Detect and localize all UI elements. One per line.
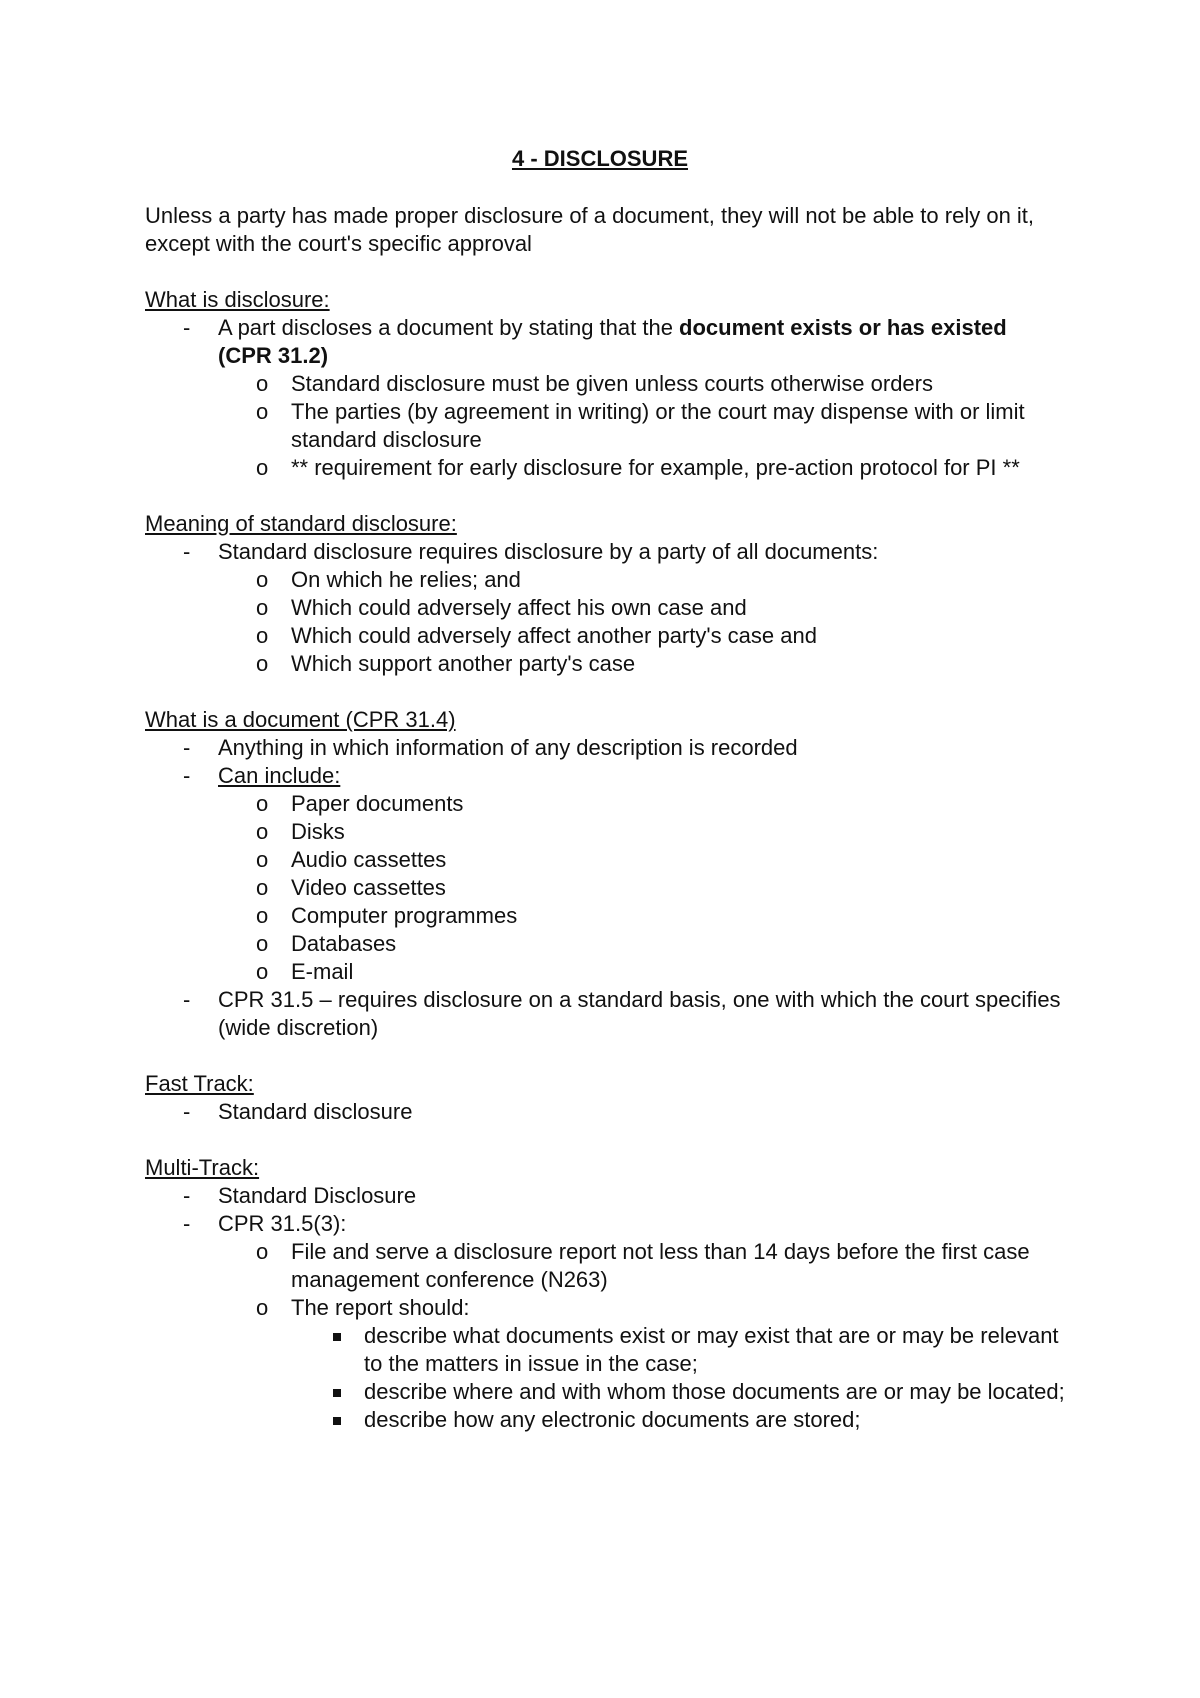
sub-list-item <box>218 790 1065 818</box>
sub-list-item <box>218 650 1065 678</box>
sub-sub-list-item-text: describe where and with whom those documents are or may be located; <box>364 1379 1065 1404</box>
sub-list-item-text: Computer programmes <box>291 903 518 928</box>
dash-marker: - <box>183 315 191 340</box>
what-is-disclosure-list <box>145 314 1065 482</box>
sub-list-item <box>218 930 1065 958</box>
section-heading-fast-track: Fast Track: <box>145 1071 254 1096</box>
dash-marker: - <box>183 763 191 788</box>
circle-marker: o <box>256 1239 269 1264</box>
circle-marker: o <box>256 1295 269 1320</box>
dash-marker: - <box>183 1183 191 1208</box>
list-item-text: Standard disclosure requires disclosure by a party of all documents: <box>218 539 879 564</box>
sub-list <box>218 1238 1065 1434</box>
sub-sub-list-item <box>291 1406 1065 1434</box>
list-item <box>145 1210 1065 1434</box>
list-item <box>145 1182 1065 1210</box>
square-bullet-icon <box>333 1417 341 1425</box>
sub-list-item-text: E-mail <box>291 959 354 984</box>
circle-marker: o <box>256 595 269 620</box>
meaning-list <box>145 538 1065 678</box>
sub-list-item-text: The parties (by agreement in writing) or the court may dispense with or limit standard disclosure <box>291 399 1025 452</box>
list-item <box>145 986 1065 1042</box>
sub-list-item <box>218 622 1065 650</box>
list-item <box>145 538 1065 678</box>
sub-list-item-text: Which could adversely affect his own case and <box>291 595 747 620</box>
sub-list-item <box>218 370 1065 398</box>
intro-paragraph: Unless a party has made proper disclosure of a document, they will not be able to rely on it, except with the court's specific approval <box>145 203 1035 256</box>
sub-list-item <box>218 398 1065 454</box>
sub-list-item <box>218 818 1065 846</box>
sub-list-item-text: Standard disclosure must be given unless courts otherwise orders <box>291 371 933 396</box>
list-item-text: Standard disclosure <box>218 1099 413 1124</box>
sub-sub-list <box>291 1322 1065 1434</box>
sub-list <box>218 370 1065 482</box>
circle-marker: o <box>256 455 269 480</box>
sub-list-item-text: Audio cassettes <box>291 847 447 872</box>
list-item-text: CPR 31.5(3): <box>218 1211 347 1236</box>
circle-marker: o <box>256 651 269 676</box>
sub-list-item-text: Which could adversely affect another party's case and <box>291 623 817 648</box>
list-item <box>145 762 1065 986</box>
sub-list-item-text: Paper documents <box>291 791 464 816</box>
sub-list-item <box>218 1238 1065 1294</box>
sub-list-item <box>218 902 1065 930</box>
sub-list-item-text: ** requirement for early disclosure for example, pre-action protocol for PI ** <box>291 455 1020 480</box>
dash-marker: - <box>183 1211 191 1236</box>
list-item-bold-text: document exists or has existed (CPR 31.2) <box>218 315 1007 368</box>
sub-list <box>218 566 1065 678</box>
sub-list-item <box>218 958 1065 986</box>
section-heading-meaning-standard-disclosure: Meaning of standard disclosure: <box>145 511 457 536</box>
circle-marker: o <box>256 819 269 844</box>
sub-sub-list-item <box>291 1378 1065 1406</box>
square-bullet-icon <box>333 1333 341 1341</box>
circle-marker: o <box>256 931 269 956</box>
circle-marker: o <box>256 567 269 592</box>
document-body <box>145 202 1065 1434</box>
circle-marker: o <box>256 903 269 928</box>
circle-marker: o <box>256 623 269 648</box>
list-item-text: A part discloses a document by stating that the <box>218 315 680 340</box>
sub-list-item-text: Which support another party's case <box>291 651 636 676</box>
sub-list-item <box>218 846 1065 874</box>
circle-marker: o <box>256 399 269 424</box>
fast-track-list <box>145 1098 1065 1126</box>
sub-list-item <box>218 874 1065 902</box>
sub-list-item <box>218 1294 1065 1434</box>
list-item <box>145 314 1065 482</box>
sub-list <box>218 790 1065 986</box>
circle-marker: o <box>256 959 269 984</box>
sub-list-item-text: Video cassettes <box>291 875 446 900</box>
section-heading-what-is-disclosure: What is disclosure: <box>145 287 330 312</box>
sub-list-item <box>218 594 1065 622</box>
sub-list-item-text: On which he relies; and <box>291 567 521 592</box>
sub-list-item-text: The report should: <box>291 1295 470 1320</box>
sub-sub-list-item-text: describe how any electronic documents are stored; <box>364 1407 861 1432</box>
sub-sub-list-item-text: describe what documents exist or may exist that are or may be relevant to the matters in issue in the case; <box>364 1323 1059 1376</box>
sub-list-item-text: Disks <box>291 819 345 844</box>
sub-sub-list-item <box>291 1322 1065 1378</box>
list-item <box>145 734 1065 762</box>
circle-marker: o <box>256 847 269 872</box>
circle-marker: o <box>256 371 269 396</box>
dash-marker: - <box>183 987 191 1012</box>
section-heading-what-is-a-document: What is a document (CPR 31.4) <box>145 707 456 732</box>
sub-list-item-text: Databases <box>291 931 397 956</box>
dash-marker: - <box>183 735 191 760</box>
square-bullet-icon <box>333 1389 341 1397</box>
document-list <box>145 734 1065 1042</box>
circle-marker: o <box>256 875 269 900</box>
dash-marker: - <box>183 1099 191 1124</box>
dash-marker: - <box>183 539 191 564</box>
multi-track-list <box>145 1182 1065 1434</box>
list-item-text: Standard Disclosure <box>218 1183 417 1208</box>
list-item-text: Can include: <box>218 763 341 788</box>
page-title: 4 - DISCLOSURE <box>511 146 689 171</box>
sub-list-item-text: File and serve a disclosure report not less than 14 days before the first case management conference (N263) <box>291 1239 1030 1292</box>
sub-list-item <box>218 454 1065 482</box>
list-item-text: Anything in which information of any description is recorded <box>218 735 798 760</box>
section-heading-multi-track: Multi-Track: <box>145 1155 260 1180</box>
sub-list-item <box>218 566 1065 594</box>
circle-marker: o <box>256 791 269 816</box>
list-item-text: CPR 31.5 – requires disclosure on a standard basis, one with which the court specifies (wide discretion) <box>218 987 1061 1040</box>
list-item <box>145 1098 1065 1126</box>
